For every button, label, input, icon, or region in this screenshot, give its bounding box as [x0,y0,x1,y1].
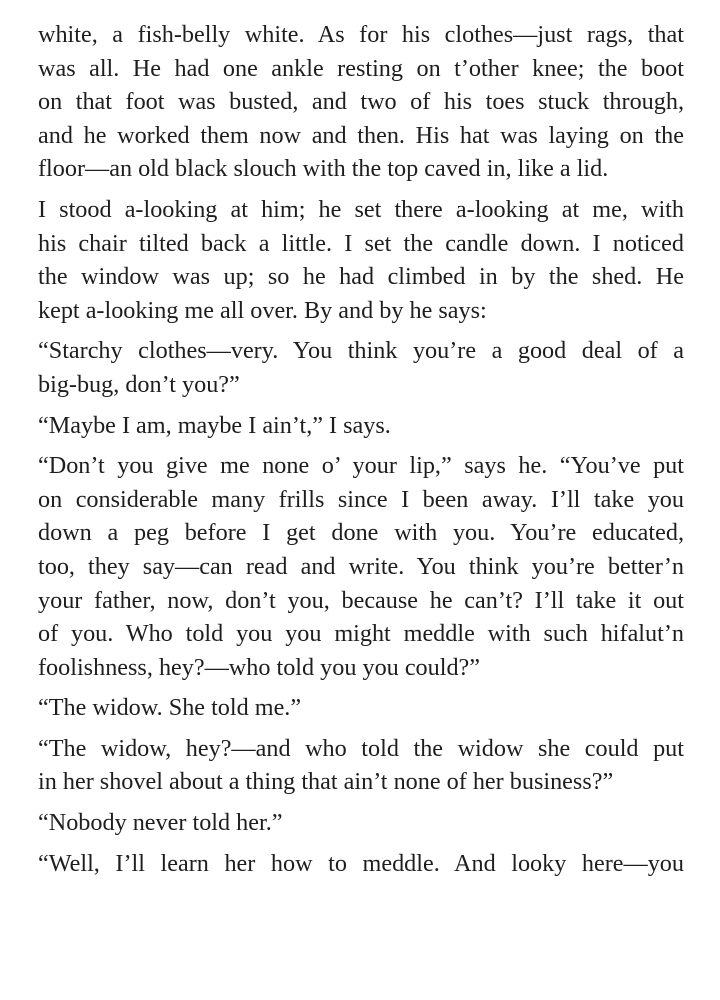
paragraph-5 [38,449,684,684]
text-line: your father, now, don’t you, because he can’t? I’ll take it out [38,586,684,614]
text-line: on considerable many frills since I been away. I’ll take you [38,485,684,513]
text-line: down a peg before I get done with you. You’re educated, [38,519,684,547]
text-line: “Well, I’ll learn her how to meddle. And looky here—you [38,849,684,877]
text-line: “Maybe I am, maybe I ain’t,” I says. [38,411,391,439]
text-line: the window was up; so he had climbed in by the shed. He [38,263,684,291]
text-line: “The widow, hey?—and who told the widow she could put [38,734,684,762]
text-line: too, they say—can read and write. You think you’re better’n [38,552,684,580]
paragraph-8 [38,806,684,840]
paragraph-2 [38,193,684,327]
text-line: “Don’t you give me none o’ your lip,” says he. “You’ve put [38,452,684,480]
text-line: his chair tilted back a little. I set the candle down. I noticed [38,229,684,257]
text-line: of you. Who told you you might meddle with such hifalut’n [38,620,684,648]
text-line: in her shovel about a thing that ain’t none of her business?” [38,768,614,796]
paragraph-3 [38,334,684,401]
text-line: on that foot was busted, and two of his toes stuck through, [38,88,684,116]
paragraph-4 [38,409,684,443]
text-line: “The widow. She told me.” [38,694,302,722]
text-line: “Nobody never told her.” [38,809,283,837]
text-line: kept a-looking me all over. By and by he says: [38,296,487,324]
paragraph-6 [38,691,684,725]
text-line: floor—an old black slouch with the top caved in, like a lid. [38,155,609,183]
paragraph-7 [38,732,684,799]
text-line: “Starchy clothes—very. You think you’re a good deal of a [38,337,684,365]
page-text [38,18,684,887]
text-line: foolishness, hey?—who told you you could?” [38,653,481,681]
text-line: I stood a-looking at him; he set there a-looking at me, with [38,195,684,223]
text-line: and he worked them now and then. His hat was laying on the [38,121,684,149]
text-line: big-bug, don’t you?” [38,370,240,398]
text-line: was all. He had one ankle resting on t’other knee; the boot [38,54,684,82]
paragraph-1 [38,18,684,186]
paragraph-9 [38,847,684,881]
text-line: white, a fish-belly white. As for his clothes—just rags, that [38,21,684,48]
